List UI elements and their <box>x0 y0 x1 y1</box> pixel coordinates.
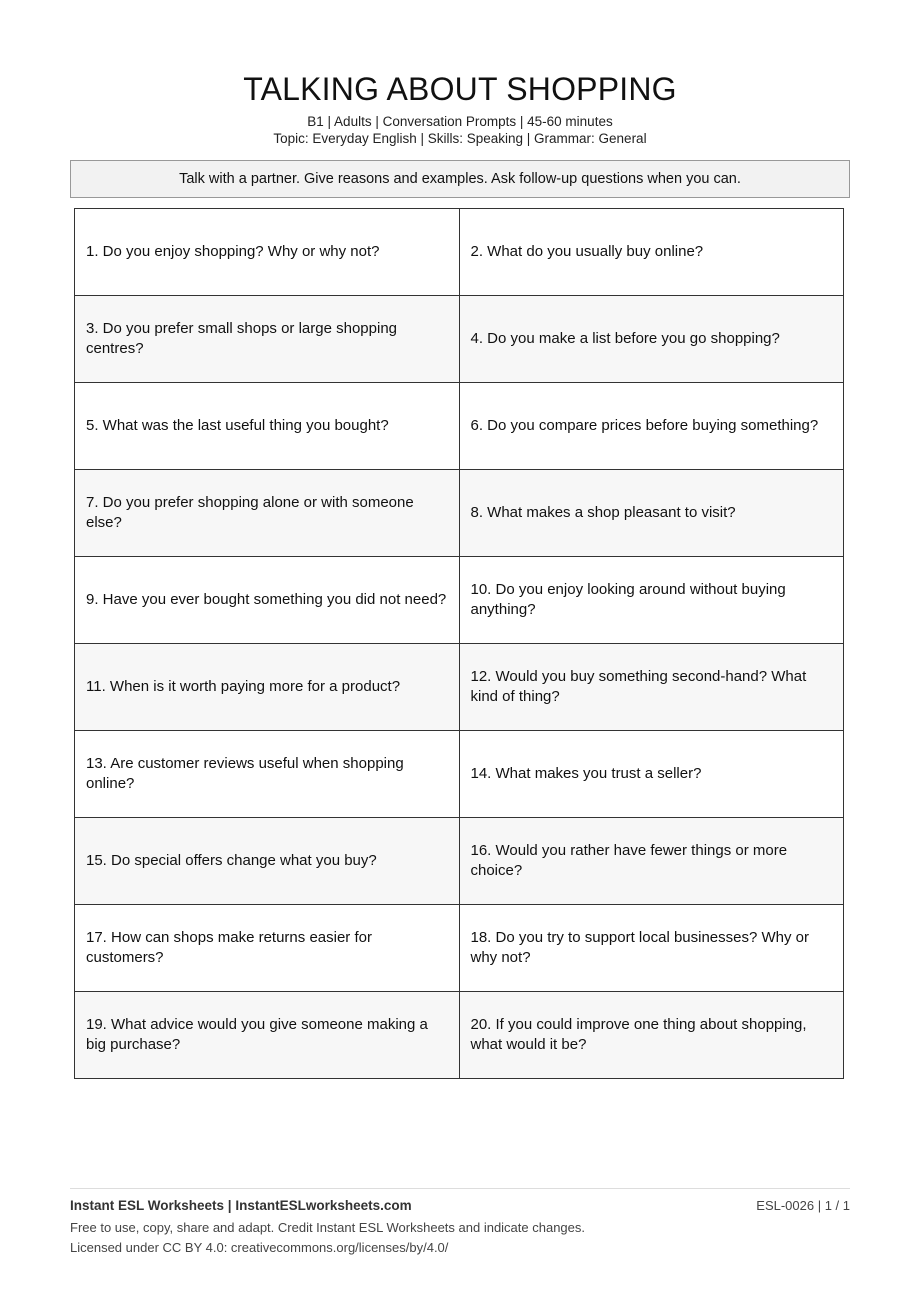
footer-page-code: ESL-0026 | 1 / 1 <box>756 1198 850 1213</box>
prompt-cell: 4. Do you make a list before you go shopping? <box>459 296 844 383</box>
prompt-row <box>75 557 844 644</box>
prompt-cell: 1. Do you enjoy shopping? Why or why not? <box>75 209 460 296</box>
prompt-row <box>75 818 844 905</box>
prompt-cell: 11. When is it worth paying more for a product? <box>75 644 460 731</box>
prompt-row <box>75 209 844 296</box>
prompt-row <box>75 383 844 470</box>
prompt-cell: 20. If you could improve one thing about shopping, what would it be? <box>459 992 844 1079</box>
prompt-cell: 10. Do you enjoy looking around without buying anything? <box>459 557 844 644</box>
prompt-row <box>75 731 844 818</box>
worksheet-meta-level: B1 | Adults | Conversation Prompts | 45-60 minutes <box>307 114 613 129</box>
footer-license-note: Free to use, copy, share and adapt. Credit Instant ESL Worksheets and indicate changes. <box>70 1220 586 1235</box>
prompt-cell: 17. How can shops make returns easier for customers? <box>75 905 460 992</box>
prompt-cell: 5. What was the last useful thing you bought? <box>75 383 460 470</box>
prompt-cell: 12. Would you buy something second-hand? What kind of thing? <box>459 644 844 731</box>
prompt-cell: 18. Do you try to support local businesses? Why or why not? <box>459 905 844 992</box>
footer-brand: Instant ESL Worksheets | InstantESLworksheets.com <box>70 1198 412 1213</box>
prompt-cell: 15. Do special offers change what you buy? <box>75 818 460 905</box>
prompt-cell: 7. Do you prefer shopping alone or with someone else? <box>75 470 460 557</box>
prompts-grid <box>74 208 844 1079</box>
prompt-cell: 6. Do you compare prices before buying something? <box>459 383 844 470</box>
prompt-cell: 8. What makes a shop pleasant to visit? <box>459 470 844 557</box>
worksheet-meta-topic: Topic: Everyday English | Skills: Speaking | Grammar: General <box>273 131 647 146</box>
prompt-cell: 2. What do you usually buy online? <box>459 209 844 296</box>
worksheet-title: TALKING ABOUT SHOPPING <box>243 71 677 107</box>
prompt-cell: 14. What makes you trust a seller? <box>459 731 844 818</box>
prompt-row <box>75 992 844 1079</box>
footer-license-link: Licensed under CC BY 4.0: creativecommons.org/licenses/by/4.0/ <box>70 1240 449 1255</box>
prompt-row <box>75 470 844 557</box>
prompt-cell: 19. What advice would you give someone making a big purchase? <box>75 992 460 1079</box>
prompt-row <box>75 644 844 731</box>
prompt-cell: 16. Would you rather have fewer things or more choice? <box>459 818 844 905</box>
prompt-cell: 3. Do you prefer small shops or large shopping centres? <box>75 296 460 383</box>
prompt-cell: 9. Have you ever bought something you did not need? <box>75 557 460 644</box>
instructions-text: Talk with a partner. Give reasons and examples. Ask follow-up questions when you can. <box>179 171 741 187</box>
instructions-box <box>70 160 850 198</box>
prompt-cell: 13. Are customer reviews useful when shopping online? <box>75 731 460 818</box>
prompt-row <box>75 296 844 383</box>
footer-divider <box>70 1188 850 1189</box>
prompt-row <box>75 905 844 992</box>
